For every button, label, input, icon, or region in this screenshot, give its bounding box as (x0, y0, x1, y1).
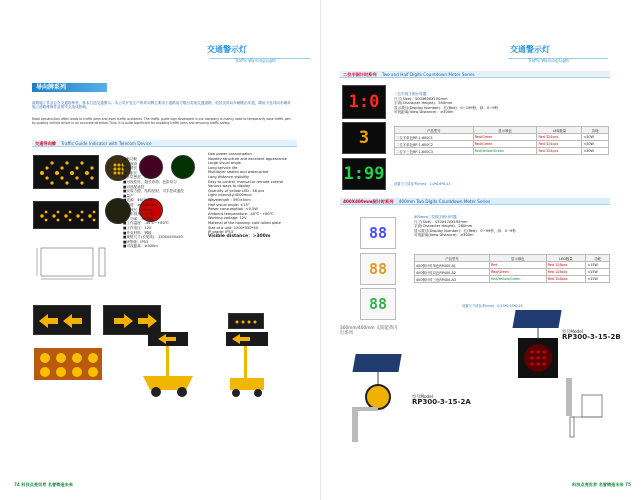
feature-cn: ■低功耗 (123, 157, 138, 161)
feature-en: Ambient temperature: -40℃~+80℃ (208, 211, 274, 216)
feature-cn: ■IP等级：IP53 (123, 239, 149, 244)
arrow-board-image (33, 155, 99, 189)
feature-en: Large visual angle (208, 161, 241, 166)
mounting-bracket-drawing (562, 390, 612, 440)
trailer-sign-photo-a (138, 330, 198, 400)
feature-cn: 半视角：±15°。 (123, 212, 158, 217)
table-cell: 二位半三色RP-1-600C3 (395, 148, 474, 155)
feature-en: Low power consumption (208, 152, 252, 156)
countdown-400-blue: 88 (360, 217, 396, 249)
feature-cn: ■可视距离：≥300m (123, 244, 158, 249)
series-1-title-en: Two and Half Digits Countdown Meter Series (381, 72, 475, 77)
spec-line: 字高(Character Height)：550mm (394, 101, 453, 106)
left-footer: 74 科技点亮世界 名誉铸造未来 (14, 482, 73, 487)
table-row (395, 134, 609, 141)
left-page (0, 0, 321, 500)
feature-cn: 波长：±5nm. (123, 207, 154, 212)
right-page (322, 0, 643, 500)
table-cell: <30W (582, 141, 609, 148)
feature-cn: ■寿命长 (123, 166, 138, 171)
right-footer: 科技点亮世界 名誉铸造未来 75 (572, 482, 631, 487)
table-row (415, 269, 610, 276)
dimension-drawing (33, 243, 113, 283)
feature-en: Quantity of yellow LED : 46 pcs (208, 188, 265, 193)
feature-en: IP grade: IP53 (208, 230, 233, 235)
table-cell: <15W (586, 262, 610, 269)
countdown-400-green: 88 (360, 288, 396, 320)
feature-en: Visible distance：>300m (208, 233, 271, 239)
feature-en: Various ways to display (208, 184, 251, 189)
feature-cn: ■量产 (123, 193, 134, 198)
countdown-400-yellow: 88 (360, 253, 396, 285)
series-1-spec (394, 92, 594, 115)
feature-cn: ■亮度：≥4000mcd. (123, 202, 159, 207)
series-2-table (414, 254, 610, 283)
table-cell: Red/Green (473, 134, 537, 141)
feature-cn: ■工作电压：12V (123, 225, 152, 230)
table-row (395, 148, 609, 155)
model-a-block (412, 395, 492, 404)
arrow-board-image-2 (33, 201, 99, 229)
table-cell: Red/Yellow/Green (473, 148, 537, 155)
feature-en: Multilayer sealed and water-proof (208, 170, 269, 175)
feature-cn: ■外壳材料：钢板 (123, 230, 152, 235)
model-label: 型号Model (412, 394, 433, 399)
solar-flasher-a-photo (350, 352, 420, 442)
feature-en: Working voltage: 12V (208, 216, 247, 221)
table-cell: 二位半单色RP-1-600C1 (395, 134, 474, 141)
intro-cn: 道路施工作业会在交通指挥里，基本打造交通警示。本公司开发生产的导向牌主要用于道路前方限行封闭交通道路，依状况导向车辆驶出车道，降低不良导向车辆对施工道路维修作业的安全造成影响。 (32, 101, 291, 109)
features-en-list (208, 152, 308, 239)
feature-cn: ■可视性好，超长寿命，色彩均匀 (123, 179, 177, 184)
table-row (415, 262, 610, 269)
feature-en: Half visual angle: ±15° (208, 202, 250, 207)
table-cell: Red 324pcs (537, 148, 582, 155)
spec-line: 400mm二位数字倒计时器 (414, 215, 457, 219)
feature-cn: ■视距长 (123, 170, 138, 175)
feature-cn: ■亮度高 (123, 161, 138, 166)
feature-en: Novelty structure and excellent appearance (208, 156, 288, 161)
series-2-note: 设置尺寸请参考(mm)：0.53*0.53*0.25 (462, 304, 523, 308)
model-number-a: RP300-3-15-2A (412, 397, 471, 406)
feature-cn: ■规格尺寸(长宽高)：1200x550x50 (123, 235, 183, 240)
solar-series-title: 300mm/400mm 太阳能黄闪灯系列 (340, 326, 398, 337)
spec-line: 显示数目(Display Number)：红(Red)：0~199秒，绿：0~9秒 (394, 105, 499, 110)
feature-en: Wavelength : 590±5nm (208, 197, 251, 202)
feature-en: Material of the housing: cold rolled plate (208, 220, 281, 225)
feature-en: Power consumption :<0.5W (208, 207, 258, 212)
model-label: 型号Model (562, 329, 583, 334)
arrow-board-photo-c (228, 313, 264, 329)
spec-line: 可视距离(View Distance)：≥300m (414, 233, 474, 238)
table-cell: Red (489, 262, 546, 269)
series-1-title-cn: 二位半倒计时系列 (343, 72, 377, 77)
arrow-icons (229, 314, 265, 330)
table-header: LED数量 (537, 127, 582, 134)
trailer-sign-photo-b (222, 330, 272, 400)
model-number-b: RP300-3-15-2B (562, 332, 621, 341)
table-cell: 400倒计时双色RP400-A2 (415, 269, 490, 276)
series-2-title-cn: 400X400mm倒计时系列 (343, 199, 394, 204)
countdown-green-display: 1:99 (342, 158, 386, 190)
spec-line: 二位半数字倒计时器 (394, 92, 427, 96)
table-cell: <30W (582, 148, 609, 155)
category-title-en: Traffic Warning Light (235, 58, 276, 63)
features-cn-list (123, 157, 205, 249)
table-header: 显示颜色 (473, 127, 537, 134)
table-cell: Red 324pcs (537, 134, 582, 141)
table-cell: <15W (586, 276, 610, 283)
intro-en: Road construction often leads to traffic jams and even traffic accidents. The traffic guide sign developed in our company is mainly used to temporarily ease traffic jam by guiding vehicle driver in an accurate direction.Thus, it is quite significant for avoiding traffic jams and ensuring traffic safety. (32, 117, 291, 125)
feature-en: Easy to control, manual or remote control (208, 179, 284, 184)
arrow-icons (34, 306, 92, 336)
stacked-lamps-photo (33, 343, 103, 383)
arrow-board-arrows (34, 156, 100, 190)
subsection-title-en: Traffic Guide Indicator with Telecom Device (61, 141, 152, 146)
series-1-table (394, 126, 609, 155)
spec-line: 显示数目(Display Number)：红(Red)：0~99秒，绿：0~9秒 (414, 228, 516, 233)
table-header: 产品型号 (415, 255, 490, 262)
table-header: LED数量 (546, 255, 586, 262)
table-cell: Red 128pcs (546, 269, 586, 276)
table-cell: 400倒计时三色RP400-A3 (415, 276, 490, 283)
table-header: 显示颜色 (489, 255, 546, 262)
spec-line: 可视距离(View Distance)：≥300m (394, 110, 454, 115)
model-b-block (562, 330, 642, 339)
feature-en: Long service life (208, 165, 238, 170)
feature-cn: ■光源：46只LED (123, 198, 153, 203)
category-title-cn: 交通警示灯 (207, 45, 247, 54)
feature-cn: ■可选配遥控 (123, 184, 145, 189)
table-cell: <15W (586, 269, 610, 276)
feature-en: Size of a unit: 1200*550*50 (208, 225, 258, 230)
feature-cn: ■多层密封，防水 (123, 175, 152, 180)
arrow-board-2-arrows (34, 202, 100, 230)
table-cell: Red 128pcs (546, 262, 586, 269)
category-title-en: Traffic Warning Light (528, 58, 569, 63)
feature-en: Long distance visibility (208, 174, 250, 179)
subsection-header (32, 140, 297, 147)
table-cell: 400倒计时单色RP400-A1 (415, 262, 490, 269)
arrow-board-photo-a (33, 305, 91, 335)
spec-line: 字高(Character Height)：280mm (414, 224, 473, 229)
series-header-1 (340, 71, 610, 78)
table-header: 产品型号 (395, 127, 474, 134)
feature-cn: 功率：<0.5W (123, 216, 154, 221)
feature-cn: ■工作温度：-40℃~+80℃ (123, 221, 169, 226)
spec-line: 尺寸(Size)：470X470X195mm (414, 219, 468, 224)
feature-cn: ■安装方便，结构坚固，可手控或遥控 (123, 189, 184, 194)
table-header: 功耗 (582, 127, 609, 134)
series-2-title-en: 400mm Two Digits Countdown Meter Series (398, 199, 491, 204)
feature-en: Light intensity:4000mcd (208, 193, 252, 198)
table-header: 功耗 (586, 255, 610, 262)
table-cell: Red/Yellow/Green (489, 276, 546, 283)
table-row (415, 276, 610, 283)
table-cell: 二位半单色RP-1-600C2 (395, 141, 474, 148)
spec-line: 尺寸(Size)：500X600X100mm (394, 96, 448, 101)
table-row (395, 141, 609, 148)
table-cell: Red/Green (489, 269, 546, 276)
table-cell: Red/Green (473, 141, 537, 148)
series-header-2 (340, 198, 610, 205)
table-cell: <30W (582, 134, 609, 141)
series-2-spec (414, 215, 614, 238)
category-title-cn: 交通警示灯 (510, 45, 550, 54)
countdown-yellow-display: 3 (342, 122, 386, 154)
countdown-red-display: 1:0 (342, 85, 386, 119)
table-cell: Red 128pcs (546, 276, 586, 283)
subsection-title-cn: 交通导向牌 (35, 141, 56, 146)
table-cell: Red 324pcs (537, 141, 582, 148)
section-title: 导向牌系列 (32, 83, 107, 92)
series-1-note: 设置尺寸请参考(mm)：1.0*0.6*0.23 (394, 182, 451, 186)
